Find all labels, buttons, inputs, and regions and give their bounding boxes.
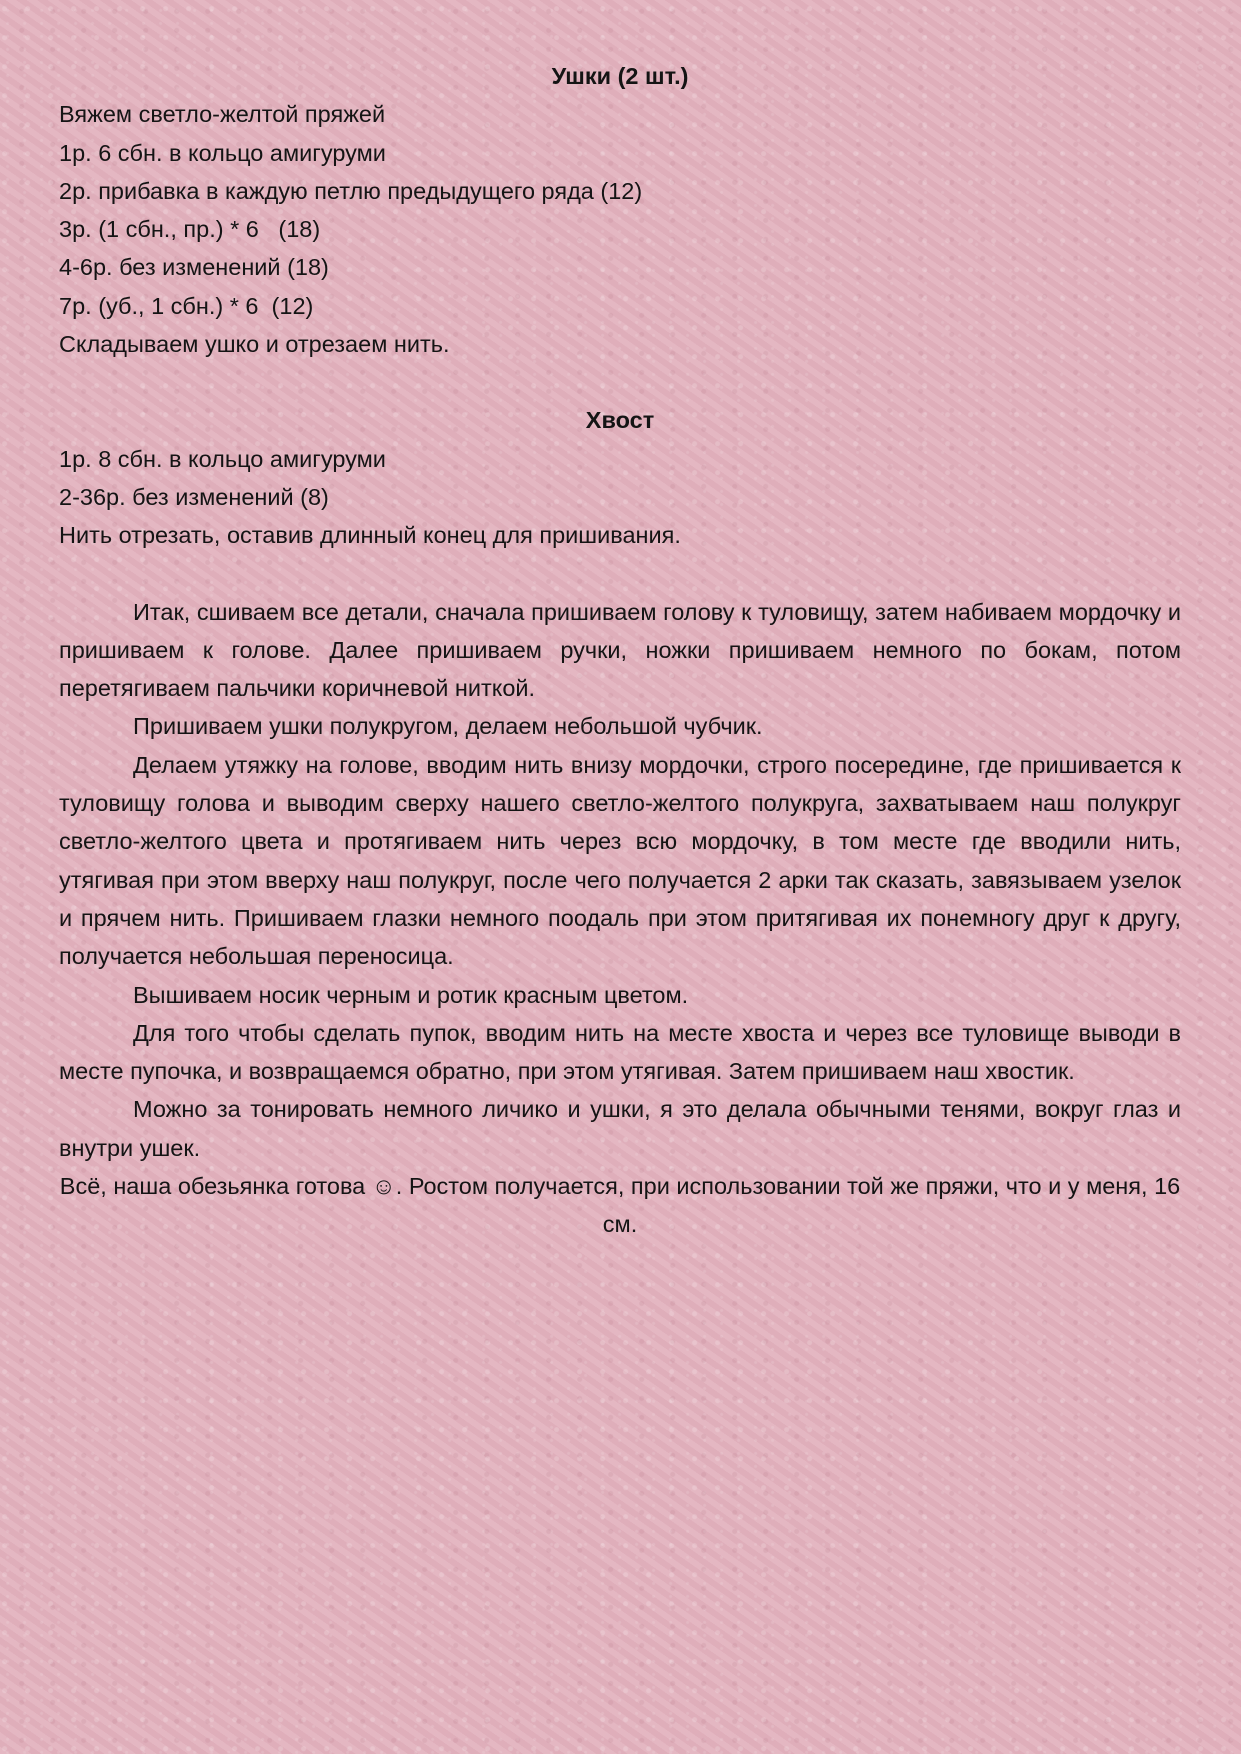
ears-line: Складываем ушко и отрезаем нить.	[59, 331, 450, 358]
assembly-paragraph: Итак, сшиваем все детали, сначала пришиваем голову к туловищу, затем набиваем мордочку и пришиваем к голове. Далее пришиваем ручки, ножки пришиваем немного по бокам, потом перетягиваем пальчики коричневой ниткой.	[59, 598, 1181, 702]
tail-line: 1р. 8 сбн. в кольцо амигуруми	[59, 445, 386, 472]
assembly-paragraph: Можно за тонировать немного личико и ушки, я это делала обычными тенями, вокруг глаз и внутри ушек.	[59, 1096, 1181, 1161]
tail-line: 2-36р. без изменений (8)	[59, 483, 329, 510]
assembly-paragraph: Вышиваем носик черным и ротик красным цветом.	[133, 981, 689, 1008]
ears-line: 2р. прибавка в каждую петлю предыдущего ряда (12)	[59, 177, 643, 204]
document-page	[59, 57, 1181, 1244]
ears-line: 7р. (уб., 1 сбн.) * 6 (12)	[59, 292, 314, 319]
final-paragraph: Всё, наша обезьянка готова ☺. Ростом получается, при использовании той же пряжи, что и у меня, 16 см.	[59, 1173, 1181, 1238]
spacer	[59, 555, 1181, 593]
tail-title: Хвост	[585, 407, 655, 434]
spacer	[59, 363, 1181, 401]
ears-line: 1р. 6 сбн. в кольцо амигуруми	[59, 139, 386, 166]
assembly-paragraph: Пришиваем ушки полукругом, делаем небольшой чубчик.	[133, 713, 763, 740]
tail-line: Нить отрезать, оставив длинный конец для пришивания.	[59, 522, 681, 549]
ears-line: 4-6р. без изменений (18)	[59, 254, 329, 281]
ears-line: Вяжем светло-желтой пряжей	[59, 101, 386, 128]
ears-line: 3р. (1 сбн., пр.) * 6 (18)	[59, 216, 321, 243]
ears-title: Ушки (2 шт.)	[551, 63, 689, 89]
assembly-paragraph: Для того чтобы сделать пупок, вводим нить на месте хвоста и через все туловище выводи в месте пупочка, и возвращаемся обратно, при этом утягивая. Затем пришиваем наш хвостик.	[59, 1019, 1181, 1085]
assembly-paragraph: Делаем утяжку на голове, вводим нить внизу мордочки, строго посередине, где пришивается к туловищу голова и выводим сверху нашего светло-желтого полукруга, захватываем наш полукруг светло-желтого цвета и протягиваем нить через всю мордочку, в том месте где вводили нить, утягивая при этом вверху наш полукруг, после чего получается 2 арки так сказать, завязываем узелок и прячем нить. Пришиваем глазки немного поодаль при этом притягивая их понемногу друг к другу, получается небольшая переносица.	[59, 751, 1181, 970]
